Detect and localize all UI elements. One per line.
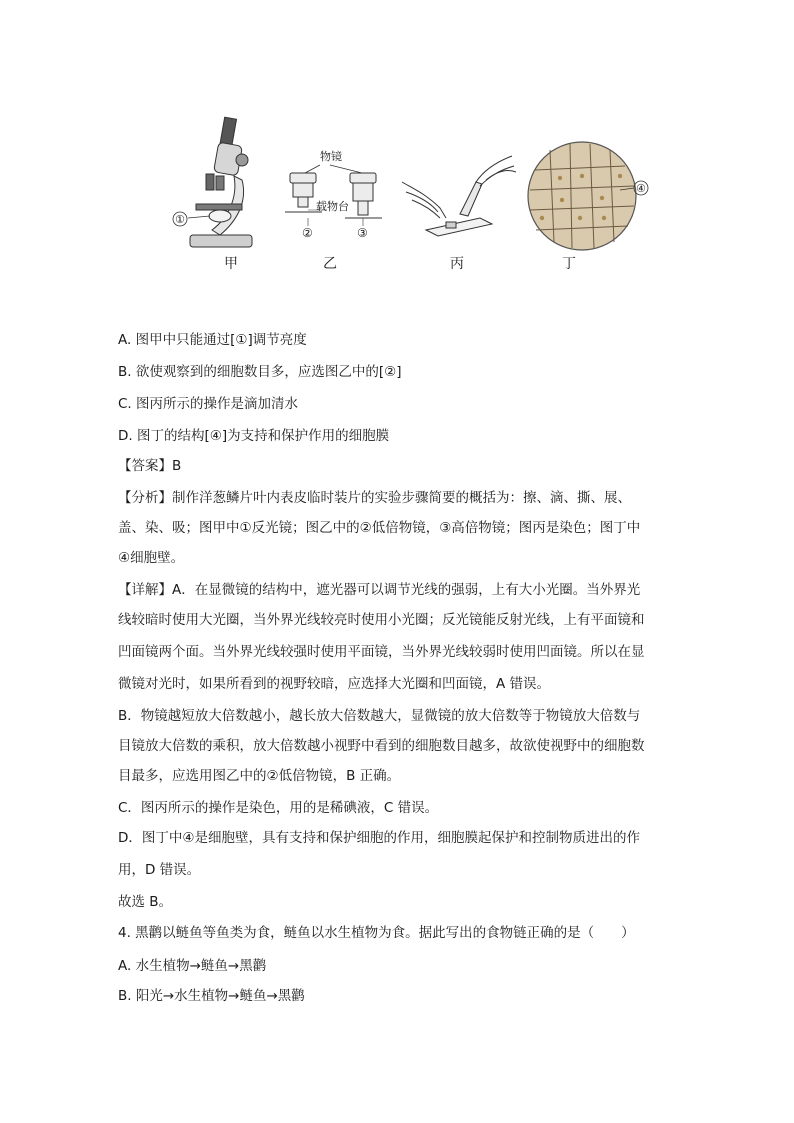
detail-line-2: 线较暗时使用大光圈，当外界光线较亮时使用小光圈；反光镜能反射光线，上有平面镜和 bbox=[118, 612, 645, 628]
label-objective: 物镜 bbox=[320, 150, 342, 163]
label-num3: ③ bbox=[357, 226, 368, 240]
label-num2: ② bbox=[302, 226, 313, 240]
label-num4: ④ bbox=[636, 182, 646, 195]
microscope-drawing bbox=[190, 117, 252, 247]
answer-line: 【答案】B bbox=[118, 458, 182, 474]
analysis-line-3: ④细胞壁。 bbox=[118, 550, 185, 566]
detail-line-8: C．图丙所示的操作是染色，用的是稀碘液，C 错误。 bbox=[118, 800, 439, 816]
detail-line-9: D．图丁中④是细胞壁，具有支持和保护细胞的作用，细胞膜起保护和控制物质进出的作 bbox=[118, 830, 640, 846]
analysis-line-2: 盖、染、吸；图甲中①反光镜；图乙中的②低倍物镜，③高倍物镜；图丙是染色；图丁中 bbox=[118, 520, 641, 536]
detail-line-1: 【详解】A．在显微镜的结构中，遮光器可以调节光线的强弱，上有大小光圈。当外界光 bbox=[118, 582, 641, 598]
cells-drawing bbox=[528, 142, 636, 250]
caption-jia: 甲 bbox=[224, 256, 238, 272]
detail-line-4: 微镜对光时，如果所看到的视野较暗，应选择大光圈和凹面镜，A 错误。 bbox=[118, 676, 551, 692]
detail-line-11: 故选 B。 bbox=[118, 894, 173, 910]
option-b: B. 欲使观察到的细胞数目多，应选图乙中的[②] bbox=[118, 364, 402, 380]
detail-line-5: B．物镜越短放大倍数越小，越长放大倍数越大，显微镜的放大倍数等于物镜放大倍数与 bbox=[118, 708, 641, 724]
detail-line-6: 目镜放大倍数的乘积，放大倍数越小视野中看到的细胞数目越多，故欲使视野中的细胞数 bbox=[118, 738, 645, 754]
question4-stem: 4. 黑鹳以鲢鱼等鱼类为食，鲢鱼以水生植物为食。据此写出的食物链正确的是（ ） bbox=[118, 925, 635, 941]
label-stage: 载物台 bbox=[316, 200, 349, 213]
figure-panel bbox=[150, 110, 670, 280]
caption-bing: 丙 bbox=[450, 256, 464, 272]
option-a: A. 图甲中只能通过[①]调节亮度 bbox=[118, 332, 307, 348]
detail-line-3: 凹面镜两个面。当外界光线较强时使用平面镜，当外界光线较弱时使用凹面镜。所以在显 bbox=[118, 644, 645, 660]
option-d: D. 图丁的结构[④]为支持和保护作用的细胞膜 bbox=[118, 428, 390, 444]
analysis-line-1: 【分析】制作洋葱鳞片叶内表皮临时装片的实验步骤简要的概括为：擦、滴、撕、展、 bbox=[118, 490, 631, 506]
detail-line-7: 目最多，应选用图乙中的②低倍物镜，B 正确。 bbox=[118, 768, 401, 784]
question4-option-b: B. 阳光→水生植物→鲢鱼→黑鹳 bbox=[118, 988, 305, 1004]
caption-ding: 丁 bbox=[562, 256, 576, 272]
detail-line-10: 用，D 错误。 bbox=[118, 862, 201, 878]
staining-drawing bbox=[402, 156, 516, 236]
option-c: C. 图丙所示的操作是滴加清水 bbox=[118, 396, 299, 412]
caption-yi: 乙 bbox=[323, 256, 337, 272]
question4-option-a: A. 水生植物→鲢鱼→黑鹳 bbox=[118, 958, 267, 974]
label-num1: ① bbox=[175, 213, 185, 226]
